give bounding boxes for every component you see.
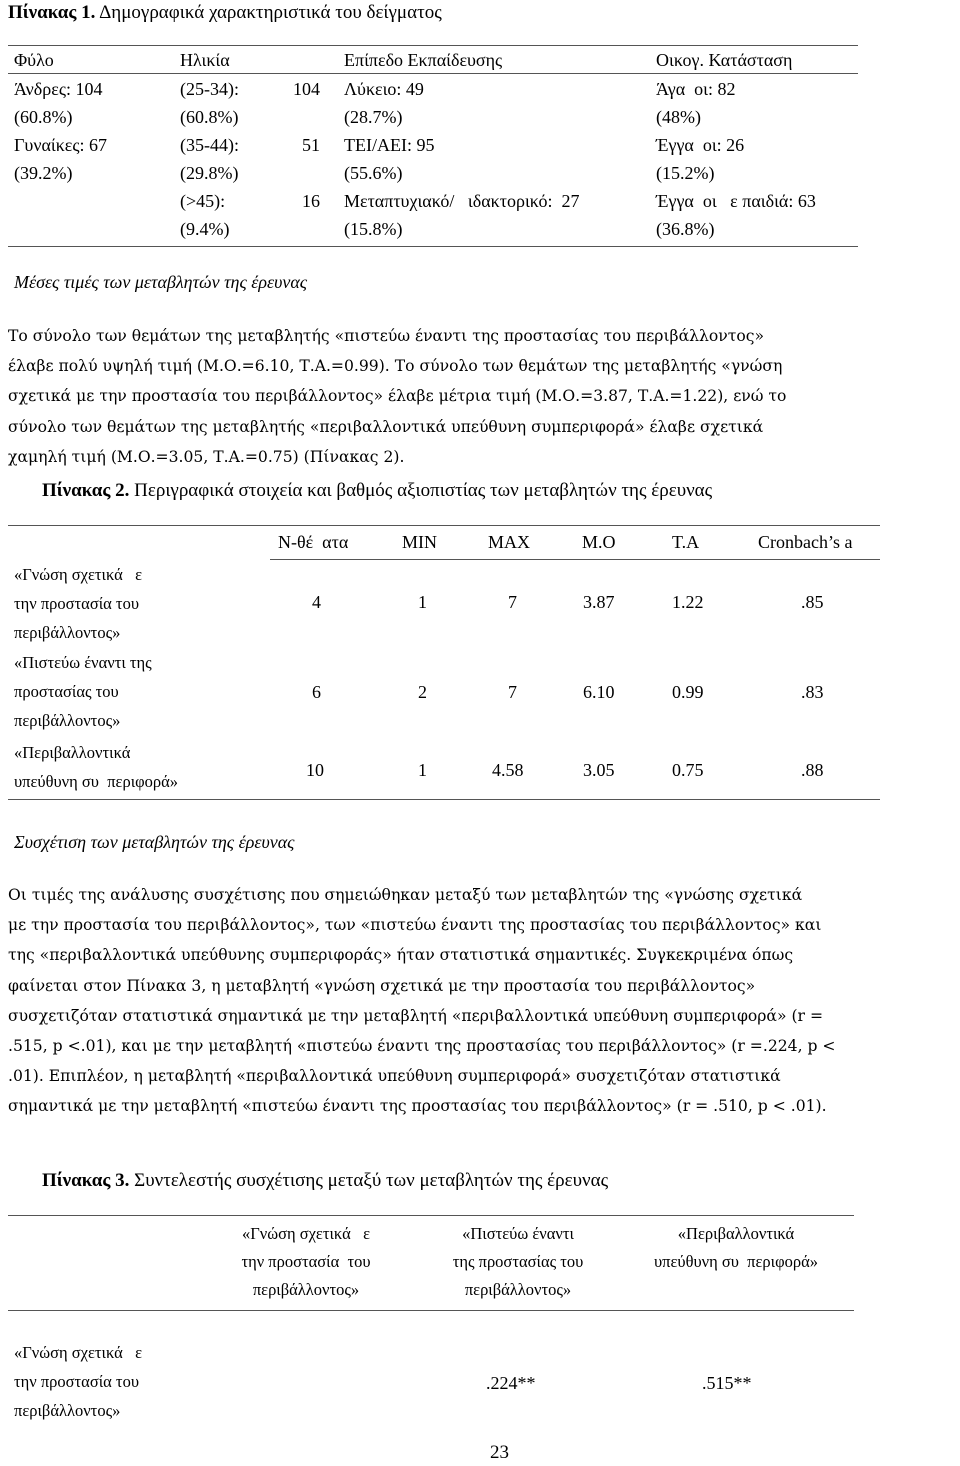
table2-header-cronbach: Cronbach’s a (758, 532, 853, 552)
table2-bottom-rule (8, 799, 880, 800)
table2-top-rule (8, 525, 880, 526)
table2-cell: 6.10 (583, 682, 615, 702)
paragraph-line: .01). Επιπλέον, η μεταβλητή «περιβαλλοντικά υπεύθυνη συμπεριφορά» συσχετιζόταν στατιστικά (8, 1067, 781, 1086)
table1-education-pct: (28.7%) (344, 107, 403, 127)
table3-cell: .515** (702, 1373, 752, 1393)
table1-gender-women: Γυναίκες: 67 (14, 135, 107, 155)
table1-age-pct: (60.8%) (180, 107, 239, 127)
table2-cell: 3.87 (583, 592, 615, 612)
table2-header-min: MIN (402, 532, 437, 552)
label-line: «Γνώση σχετικά ε (14, 1343, 143, 1362)
table3-caption (42, 1170, 608, 1192)
section-correlation-paragraph (8, 880, 954, 1122)
table1-age-label: (>45): (180, 191, 226, 211)
table2-caption-label: Πίνακας 2. (42, 480, 130, 501)
table1-header-family: Οικογ. Κατάσταση (656, 50, 793, 70)
table2-cell: .83 (801, 682, 824, 702)
table2-cell: 1.22 (672, 592, 704, 612)
header-line: της προστασίας του (452, 1252, 584, 1271)
table2-caption-text: Περιγραφικά στοιχεία και βαθμός αξιοπιστίας των μεταβλητών της έρευνας (134, 480, 713, 501)
table1-age-pct: (9.4%) (180, 219, 230, 239)
section-correlation-heading: Συσχέτιση των μεταβλητών της έρευνας (14, 832, 295, 852)
paragraph-line: της «περιβαλλοντικά υπεύθυνης συμπεριφοράς» ήταν στατιστικά σημαντικές. Συγκεκριμένα όπως (8, 946, 794, 965)
table1-bottom-rule (8, 246, 858, 247)
table2-row-label (14, 560, 142, 647)
table3-cell: .224** (486, 1373, 536, 1393)
table2-header-items: Ν-θέ ατα (278, 532, 349, 552)
header-line: περιβάλλοντος» (252, 1280, 360, 1299)
label-line: προστασίας του (14, 682, 119, 701)
paragraph-line: με την προστασία του περιβάλλοντος», των «πιστεύω έναντι της προστασίας του περιβάλλοντος» και (8, 916, 822, 935)
header-line: «Γνώση σχετικά ε (241, 1224, 371, 1243)
table3-header-rule (8, 1310, 854, 1311)
table1-header-rule (8, 73, 858, 74)
header-line: περιβάλλοντος» (464, 1280, 572, 1299)
table3-top-rule (8, 1215, 854, 1216)
paragraph-line: .515, p <.01), και με την μεταβλητή «πιστεύω έναντι της προστασίας του περιβάλλοντος» (r =.224, p < (8, 1037, 836, 1056)
table1-family-item: Άγα οι: 82 (656, 79, 736, 99)
paragraph-line: έλαβε πολύ υψηλή τιμή (Μ.Ο.=6.10, Τ.Α.=0.99). Το σύνολο των θεμάτων της μεταβλητής «γνώση (8, 357, 783, 376)
paragraph-line: Το σύνολο των θεμάτων της μεταβλητής «πιστεύω έναντι της προστασίας του περιβάλλοντος» (8, 327, 765, 345)
table2-cell: .85 (801, 592, 824, 612)
label-line: περιβάλλοντος» (14, 623, 121, 642)
table1-family-pct: (15.2%) (656, 163, 715, 183)
table2-cell: 1 (418, 760, 427, 780)
paragraph-line: χαμηλή τιμή (Μ.Ο.=3.05, Τ.Α.=0.75) (Πίνακας 2). (8, 447, 405, 466)
table1-age-label: (35-44): (180, 135, 239, 155)
table3-header-belief (418, 1220, 618, 1304)
paragraph-line: σημαντικά με την μεταβλητή «πιστεύω έναντι της προστασίας του περιβάλλοντος» (r = .510, p < .01). (8, 1097, 827, 1116)
paragraph-line: σύνολο των θεμάτων της μεταβλητής «περιβαλλοντικά υπεύθυνη συμπεριφορά» έλαβε σχετικά (8, 417, 764, 436)
table2-cell: .88 (801, 760, 824, 780)
label-line: «Πιστεύω έναντι της (14, 653, 152, 672)
table2-cell: 0.99 (672, 682, 704, 702)
table2-cell: 10 (306, 760, 324, 780)
table1-header-education: Επίπεδο Εκπαίδευσης (344, 50, 503, 70)
table3-caption-text: Συντελεστής συσχέτισης μεταξύ των μεταβλητών της έρευνας (134, 1170, 609, 1191)
paragraph-line: φαίνεται στον Πίνακα 3, η μεταβλητή «γνώση σχετικά με την προστασία του περιβάλλοντος» (8, 976, 756, 995)
table1-education-pct: (55.6%) (344, 163, 403, 183)
label-line: «Περιβαλλοντικά (14, 743, 131, 762)
table1-education-item: ΤΕΙ/ΑΕΙ: 95 (344, 135, 435, 155)
table1-caption-label: Πίνακας 1. (8, 2, 96, 23)
table1-education-item: Λύκειο: 49 (344, 79, 424, 99)
table1-age-count: 51 (302, 135, 320, 155)
table3-header-behavior (618, 1220, 854, 1276)
table1-age-label: (25-34): (180, 79, 239, 99)
table1-header-age: Ηλικία (180, 50, 230, 70)
table2-cell: 2 (418, 682, 427, 702)
table2-cell: 1 (418, 592, 427, 612)
table1-age-count: 104 (293, 79, 320, 99)
table2-cell: 7 (508, 592, 517, 612)
table1-age-count: 16 (302, 191, 320, 211)
table2-cell: 0.75 (672, 760, 704, 780)
table2-header-rule (270, 559, 880, 560)
section-mean-values-paragraph (8, 321, 954, 472)
table2-header-mean: Μ.Ο (582, 532, 616, 552)
header-line: την προστασία του (241, 1252, 371, 1271)
table1-family-pct: (36.8%) (656, 219, 715, 239)
table1-gender-men-pct: (60.8%) (14, 107, 73, 127)
table2-caption (42, 480, 712, 502)
table3-header-knowledge (206, 1220, 406, 1304)
label-line: «Γνώση σχετικά ε (14, 565, 143, 584)
label-line: υπεύθυνη συ περιφορά» (14, 772, 179, 791)
label-line: την προστασία του (14, 1372, 139, 1391)
table1-gender-women-pct: (39.2%) (14, 163, 73, 183)
table1-education-item: Μεταπτυχιακό/ ιδακτορικό: 27 (344, 191, 580, 211)
table2-cell: 4.58 (492, 760, 524, 780)
table2-row-label (14, 738, 178, 796)
table1-gender-men: Άνδρες: 104 (14, 79, 103, 99)
header-line: «Πιστεύω έναντι (462, 1224, 574, 1243)
table2-cell: 6 (312, 682, 321, 702)
table1-caption (8, 2, 442, 24)
table2-cell: 4 (312, 592, 321, 612)
label-line: την προστασία του (14, 594, 139, 613)
paragraph-line: Οι τιμές της ανάλυσης συσχέτισης που σημειώθηκαν μεταξύ των μεταβλητών της «γνώσης σχετικά (8, 886, 803, 904)
table1-age-pct: (29.8%) (180, 163, 239, 183)
paragraph-line: σχετικά με την προστασία του περιβάλλοντος» έλαβε μέτρια τιμή (Μ.Ο.=3.87, Τ.Α.=1.22), ενώ το (8, 387, 787, 406)
table2-row-label (14, 648, 152, 735)
page-number: 23 (490, 1442, 509, 1463)
table2-cell: 7 (508, 682, 517, 702)
table1-family-pct: (48%) (656, 107, 701, 127)
paragraph-line: συσχετιζόταν στατιστικά σημαντικά με την μεταβλητή «περιβαλλοντικά υπεύθυνη συμπεριφορά» (r = (8, 1006, 824, 1025)
table3-row-label (14, 1338, 142, 1425)
label-line: περιβάλλοντος» (14, 1401, 121, 1420)
header-line: «Περιβαλλοντικά (677, 1224, 795, 1243)
table3-caption-label: Πίνακας 3. (42, 1170, 130, 1191)
table1-family-item: Έγγα οι ε παιδιά: 63 (656, 191, 816, 211)
section-mean-values-heading: Μέσες τιμές των μεταβλητών της έρευνας (14, 272, 308, 292)
table1-caption-text: Δημογραφικά χαρακτηριστικά του δείγματος (99, 2, 442, 23)
table1-top-rule (8, 45, 858, 46)
table2-cell: 3.05 (583, 760, 615, 780)
table2-header-sd: Τ.Α (672, 532, 700, 552)
header-line: υπεύθυνη συ περιφορά» (653, 1252, 819, 1271)
table1-header-gender: Φύλο (14, 50, 54, 70)
label-line: περιβάλλοντος» (14, 711, 121, 730)
table1-education-pct: (15.8%) (344, 219, 403, 239)
table2-header-max: MAX (488, 532, 531, 552)
table1-family-item: Έγγα οι: 26 (656, 135, 745, 155)
